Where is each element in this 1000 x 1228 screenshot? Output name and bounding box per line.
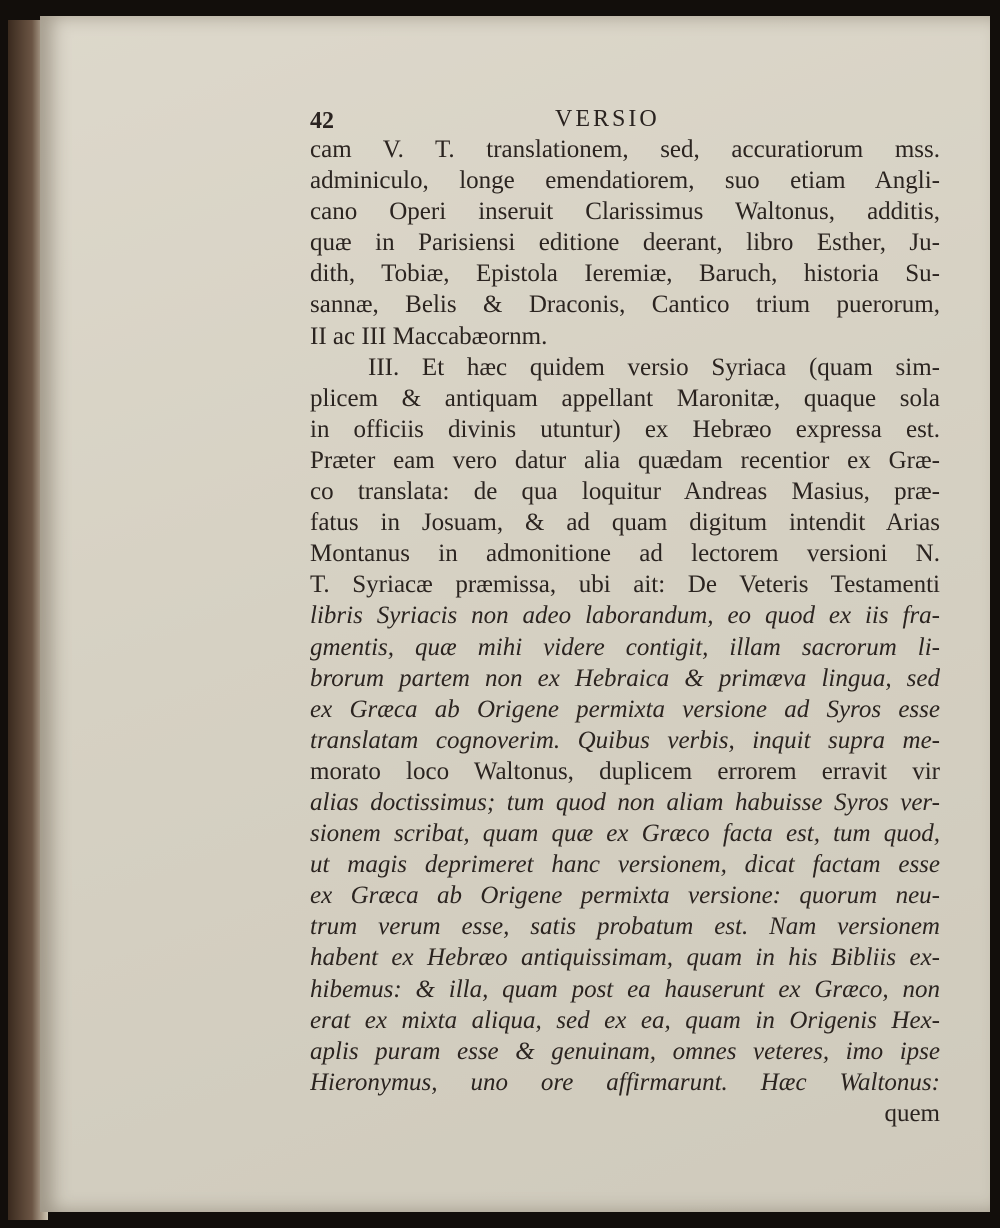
quotation-line: libris Syriacis non adeo laborandum, eo quod ex iis fra- bbox=[310, 602, 940, 630]
quotation-line: alias doctissimus; tum quod non aliam habuisse Syros ver- bbox=[310, 788, 940, 816]
quotation-line: translatam cognoverim. Quibus verbis, inquit supra me- bbox=[310, 726, 940, 754]
quotation-line: Hieronymus, uno ore affirmarunt. Hæc Waltonus: bbox=[310, 1068, 940, 1096]
quotation-line: sionem scribat, quam quæ ex Græco facta est, tum quod, bbox=[310, 820, 940, 848]
text-line: morato loco Waltonus, duplicem errorem erravit vir bbox=[310, 757, 940, 785]
text-line: in officiis divinis utuntur) ex Hebræo expressa est. bbox=[310, 415, 940, 443]
quotation-line: aplis puram esse & genuinam, omnes veteres, imo ipse bbox=[310, 1037, 940, 1065]
running-head: VERSIO bbox=[555, 106, 660, 132]
text-line: fatus in Josuam, & ad quam digitum intendit Arias bbox=[310, 509, 940, 537]
quotation-line: ut magis deprimeret hanc versionem, dicat factam esse bbox=[310, 851, 940, 879]
quotation-line: gmentis, quæ mihi videre contigit, illam sacrorum li- bbox=[310, 633, 940, 661]
quotation-line: brorum partem non ex Hebraica & primæva lingua, sed bbox=[310, 664, 940, 692]
quotation-line: hibemus: & illa, quam post ea hauserunt ex Græco, non bbox=[310, 975, 940, 1003]
page-number: 42 bbox=[310, 108, 334, 134]
text-line: quæ in Parisiensi editione deerant, libro Esther, Ju- bbox=[310, 229, 940, 257]
quotation-line: habent ex Hebræo antiquissimam, quam in his Bibliis ex- bbox=[310, 944, 940, 972]
text-line: T. Syriacæ præmissa, ubi ait: De Veteris Testamenti bbox=[310, 571, 940, 599]
text-line: sannæ, Belis & Draconis, Cantico trium puerorum, bbox=[310, 291, 940, 319]
text-line: adminiculo, longe emendatiorem, suo etiam Angli- bbox=[310, 167, 940, 195]
text-line: plicem & antiquam appellant Maronitæ, quaque sola bbox=[310, 384, 940, 412]
catchword: quem bbox=[884, 1099, 940, 1127]
text-line: dith, Tobiæ, Epistola Ieremiæ, Baruch, historia Su- bbox=[310, 260, 940, 288]
text-line: II ac III Maccabæornm. bbox=[310, 322, 548, 350]
text-line: co translata: de qua loquitur Andreas Masius, præ- bbox=[310, 478, 940, 506]
page-header bbox=[310, 104, 940, 138]
text-line: cano Operi inseruit Clarissimus Waltonus, additis, bbox=[310, 198, 940, 226]
quotation-line: trum verum esse, satis probatum est. Nam versionem bbox=[310, 913, 940, 941]
quotation-line: erat ex mixta aliqua, sed ex ea, quam in Origenis Hex- bbox=[310, 1006, 940, 1034]
body-text bbox=[310, 134, 940, 1129]
quotation-line: ex Græca ab Origene permixta versione ad Syros esse bbox=[310, 695, 940, 723]
quotation-line: ex Græca ab Origene permixta versione: quorum neu- bbox=[310, 882, 940, 910]
text-line: Præter eam vero datur alia quædam recentior ex Græ- bbox=[310, 446, 940, 474]
paragraph-start-line: III. Et hæc quidem versio Syriaca (quam sim- bbox=[368, 353, 940, 381]
text-line: cam V. T. translationem, sed, accuratiorum mss. bbox=[310, 136, 940, 163]
text-line: Montanus in admonitione ad lectorem versioni N. bbox=[310, 540, 940, 568]
